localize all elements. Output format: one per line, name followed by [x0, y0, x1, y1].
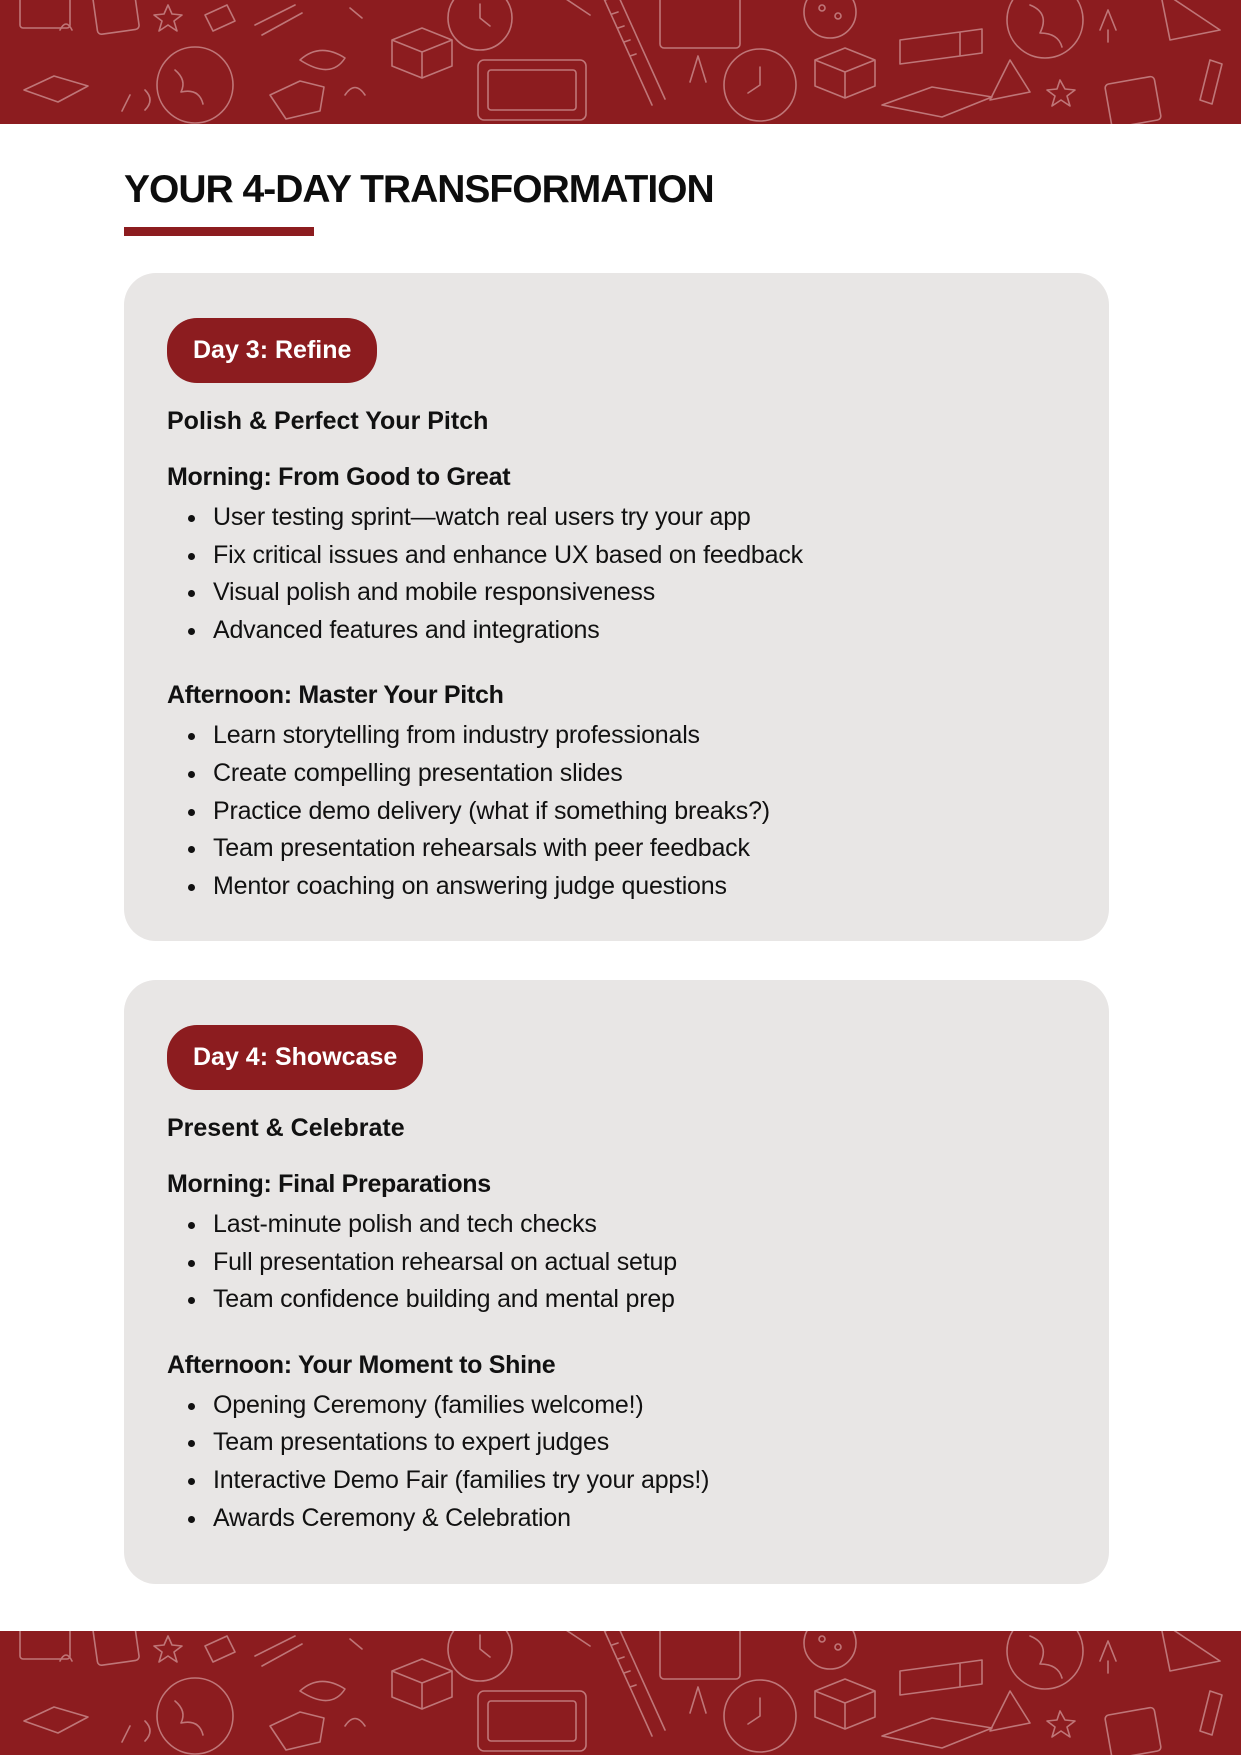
day-card	[124, 980, 1109, 1584]
list-item: Practice demo delivery (what if something breaks?)	[167, 793, 1066, 831]
title-underline	[124, 227, 314, 236]
list-item: Learn storytelling from industry professionals	[167, 717, 1066, 755]
day-badge: Day 3: Refine	[167, 318, 377, 383]
list-item: Fix critical issues and enhance UX based on feedback	[167, 537, 1066, 575]
bullet-list	[167, 1387, 1066, 1537]
list-item: Team presentation rehearsals with peer feedback	[167, 830, 1066, 868]
day-card	[124, 273, 1109, 941]
list-item: Create compelling presentation slides	[167, 755, 1066, 793]
list-item: Interactive Demo Fair (families try your apps!)	[167, 1462, 1066, 1500]
list-item: Opening Ceremony (families welcome!)	[167, 1387, 1066, 1425]
list-item: Advanced features and integrations	[167, 612, 1066, 650]
list-item: Full presentation rehearsal on actual setup	[167, 1244, 1066, 1282]
day-subtitle: Polish & Perfect Your Pitch	[167, 407, 489, 435]
section-heading: Afternoon: Master Your Pitch	[167, 681, 504, 710]
day-badge: Day 4: Showcase	[167, 1025, 423, 1090]
bullet-list	[167, 717, 1066, 905]
section-heading: Morning: From Good to Great	[167, 463, 511, 491]
list-item: Mentor coaching on answering judge questions	[167, 868, 1066, 906]
section-heading: Afternoon: Your Moment to Shine	[167, 1350, 556, 1379]
list-item: Team confidence building and mental prep	[167, 1281, 1066, 1319]
school-doodle-pattern	[0, 1631, 1241, 1755]
footer-pattern-band	[0, 1631, 1241, 1755]
list-item: Visual polish and mobile responsiveness	[167, 574, 1066, 612]
list-item: Awards Ceremony & Celebration	[167, 1500, 1066, 1538]
list-item: Team presentations to expert judges	[167, 1424, 1066, 1462]
page-title: YOUR 4-DAY TRANSFORMATION	[124, 168, 714, 211]
bullet-list	[167, 1206, 1066, 1319]
section-heading: Morning: Final Preparations	[167, 1170, 491, 1198]
day-subtitle: Present & Celebrate	[167, 1114, 405, 1142]
list-item: User testing sprint—watch real users try your app	[167, 499, 1066, 537]
bullet-list	[167, 499, 1066, 649]
header-pattern-band	[0, 0, 1241, 124]
school-doodle-pattern	[0, 0, 1241, 124]
list-item: Last-minute polish and tech checks	[167, 1206, 1066, 1244]
